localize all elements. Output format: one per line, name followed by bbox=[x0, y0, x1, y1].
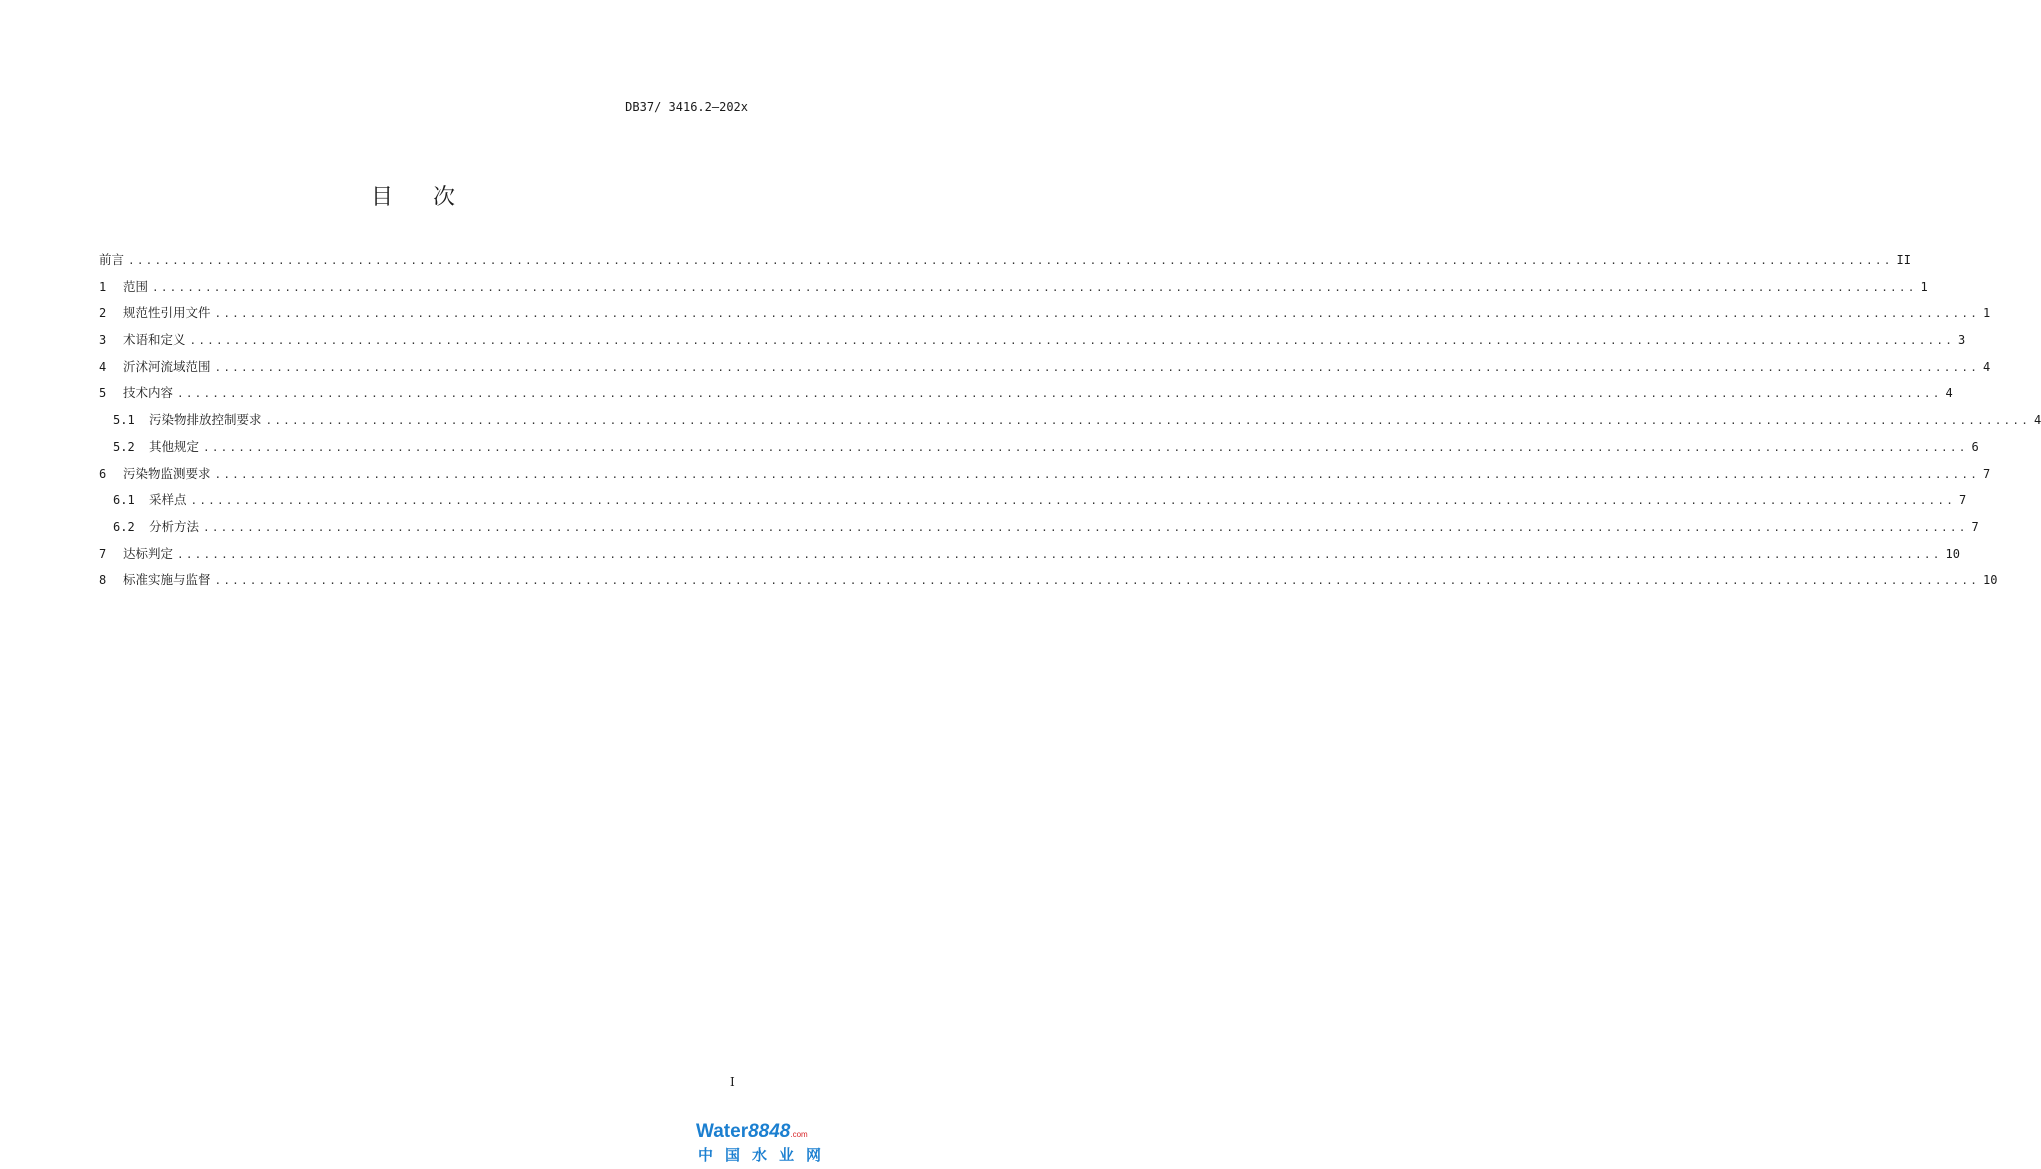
toc-entry-number: 2 bbox=[99, 306, 107, 321]
toc-entry-number: 5.1 bbox=[113, 413, 135, 428]
toc-entry-number: 8 bbox=[99, 573, 107, 588]
toc-entry-page: 4 bbox=[2034, 413, 2041, 428]
toc-entry-number: 6.1 bbox=[113, 493, 135, 508]
toc-leader-dots: ........................................................................................................................................................................................................ bbox=[177, 547, 1942, 561]
toc-entry[interactable] bbox=[99, 383, 1953, 410]
watermark-brand bbox=[696, 1121, 808, 1146]
toc-entry-number: 5.2 bbox=[113, 439, 135, 454]
toc-entry-page: 7 bbox=[1983, 466, 1991, 481]
toc-entry[interactable] bbox=[99, 544, 1960, 571]
toc-leader-dots: ........................................................................................................................................................................................................ bbox=[189, 334, 1955, 348]
watermark-brand-number: 8848 bbox=[748, 1121, 791, 1142]
toc-entry-page: 7 bbox=[1971, 519, 1979, 534]
table-of-contents bbox=[99, 250, 2041, 597]
toc-entry-number: 1 bbox=[99, 279, 107, 294]
page-title: 目次 bbox=[370, 185, 495, 210]
toc-entry[interactable] bbox=[99, 490, 1967, 517]
toc-entry[interactable] bbox=[99, 277, 1928, 304]
toc-entry-label: 其他规定 bbox=[149, 438, 200, 454]
toc-entry-label: 达标判定 bbox=[123, 545, 174, 561]
toc-leader-dots: ........................................................................................................................................................................................................ bbox=[128, 254, 1893, 267]
toc-entry-page: 10 bbox=[1945, 546, 1960, 561]
toc-leader-dots: ........................................................................................................................................................................................................ bbox=[203, 520, 1968, 534]
toc-entry-label: 前言 bbox=[99, 252, 125, 267]
toc-leader-dots: ........................................................................................................................................................................................................ bbox=[265, 414, 2031, 428]
toc-entry-page: 7 bbox=[1959, 493, 1967, 508]
toc-entry-page: II bbox=[1896, 253, 1911, 267]
toc-entry-label: 污染物排放控制要求 bbox=[149, 412, 262, 428]
document-code: DB37/ 3416.2—202x bbox=[625, 100, 748, 114]
toc-entry[interactable] bbox=[99, 330, 1966, 357]
toc-entry[interactable] bbox=[99, 303, 1991, 330]
toc-entry[interactable] bbox=[99, 464, 1991, 491]
toc-entry-page: 4 bbox=[1983, 359, 1991, 374]
toc-entry-number: 6 bbox=[99, 466, 107, 481]
toc-entry-label: 术语和定义 bbox=[123, 332, 186, 348]
toc-entry-page: 1 bbox=[1920, 279, 1928, 294]
toc-entry[interactable] bbox=[99, 517, 1979, 544]
toc-entry-label: 沂沭河流域范围 bbox=[123, 358, 211, 374]
toc-entry-label: 范围 bbox=[123, 278, 149, 294]
watermark-chinese-name: 中国水业网 bbox=[698, 1146, 834, 1164]
toc-entry-page: 1 bbox=[1983, 306, 1991, 321]
toc-entry-label: 规范性引用文件 bbox=[123, 305, 211, 321]
toc-leader-dots: ........................................................................................................................................................................................................ bbox=[203, 440, 1968, 454]
toc-entry-page: 6 bbox=[1971, 439, 1979, 454]
toc-entry-number: 4 bbox=[99, 359, 107, 374]
watermark-brand-tld: .com bbox=[790, 1130, 808, 1139]
watermark-brand-word: Water bbox=[696, 1121, 749, 1142]
toc-entry-page: 3 bbox=[1958, 333, 1966, 348]
toc-entry-page: 4 bbox=[1945, 386, 1953, 401]
toc-entry[interactable] bbox=[99, 437, 1979, 464]
toc-entry-label: 技术内容 bbox=[123, 385, 174, 401]
toc-entry-label: 分析方法 bbox=[149, 518, 200, 534]
toc-leader-dots: ........................................................................................................................................................................................................ bbox=[214, 360, 1980, 374]
toc-leader-dots: ........................................................................................................................................................................................................ bbox=[190, 494, 1956, 508]
toc-leader-dots: ........................................................................................................................................................................................................ bbox=[152, 280, 1917, 294]
toc-entry[interactable] bbox=[99, 410, 2041, 437]
toc-entry-label: 标准实施与监督 bbox=[123, 572, 211, 588]
toc-entry-number: 6.2 bbox=[113, 519, 135, 534]
toc-entry-label: 污染物监测要求 bbox=[123, 465, 211, 481]
toc-leader-dots: ........................................................................................................................................................................................................ bbox=[214, 574, 1980, 588]
toc-entry-number: 5 bbox=[99, 386, 107, 401]
toc-entry-number: 3 bbox=[99, 333, 107, 348]
toc-leader-dots: ........................................................................................................................................................................................................ bbox=[214, 307, 1980, 321]
toc-entry[interactable] bbox=[99, 357, 1991, 384]
toc-entry[interactable] bbox=[99, 570, 1998, 597]
toc-leader-dots: ........................................................................................................................................................................................................ bbox=[177, 387, 1942, 401]
toc-entry-number: 7 bbox=[99, 546, 107, 561]
page-number: I bbox=[730, 1075, 735, 1089]
toc-leader-dots: ........................................................................................................................................................................................................ bbox=[214, 467, 1980, 481]
toc-entry-page: 10 bbox=[1983, 573, 1998, 588]
toc-entry-label: 采样点 bbox=[149, 492, 187, 508]
toc-entry[interactable] bbox=[99, 250, 1911, 277]
watermark-logo bbox=[696, 1121, 834, 1165]
